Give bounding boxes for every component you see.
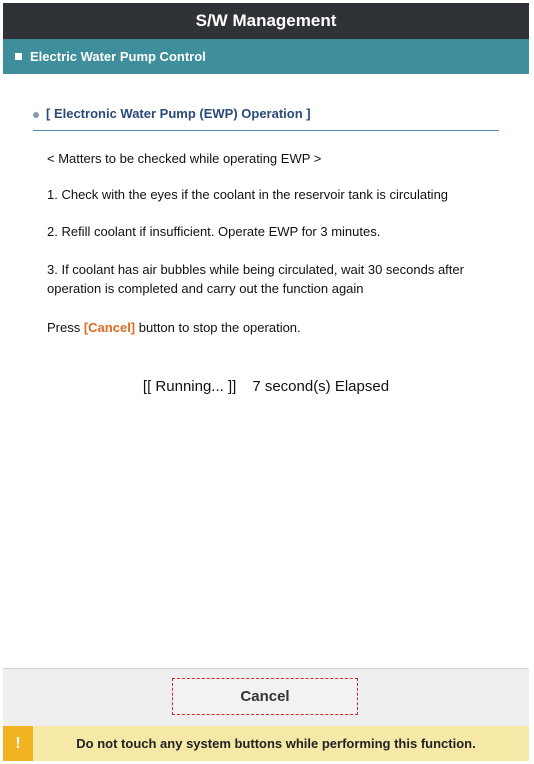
square-bullet-icon: [15, 53, 22, 60]
cancel-reference: [Cancel]: [83, 320, 136, 335]
operation-heading-text: [ Electronic Water Pump (EWP) Operation ]: [46, 106, 311, 121]
warning-icon: !: [3, 726, 33, 761]
window-title: S/W Management: [3, 3, 529, 39]
app-window: [3, 3, 529, 761]
stop-instruction-suffix: button to stop the operation.: [135, 320, 301, 335]
button-bar: [3, 668, 529, 727]
section-title: Electric Water Pump Control: [30, 49, 206, 64]
running-status: [[ Running... ]]: [142, 378, 237, 395]
circle-bullet-icon: [33, 112, 39, 118]
checklist-subheading: < Matters to be checked while operating EWP >: [47, 151, 322, 166]
stop-instruction-prefix: Press: [47, 320, 84, 335]
cancel-button[interactable]: Cancel: [172, 678, 358, 715]
warning-bar: [3, 726, 529, 761]
operation-heading: [33, 106, 499, 131]
step-1-text: 1. Check with the eyes if the coolant in the reservoir tank is circulating: [47, 187, 449, 202]
stop-instruction: [47, 318, 487, 337]
step-3-text: 3. If coolant has air bubbles while being circulated, wait 30 seconds after operation is completed and carry out the function again: [47, 262, 464, 296]
step-2-text: 2. Refill coolant if insufficient. Operate EWP for 3 minutes.: [47, 224, 381, 239]
elapsed-time: 7 second(s) Elapsed: [252, 378, 390, 395]
warning-message: Do not touch any system buttons while performing this function.: [76, 736, 476, 751]
content-panel: [3, 74, 529, 668]
section-header: [3, 39, 529, 74]
operation-status: [3, 378, 529, 395]
